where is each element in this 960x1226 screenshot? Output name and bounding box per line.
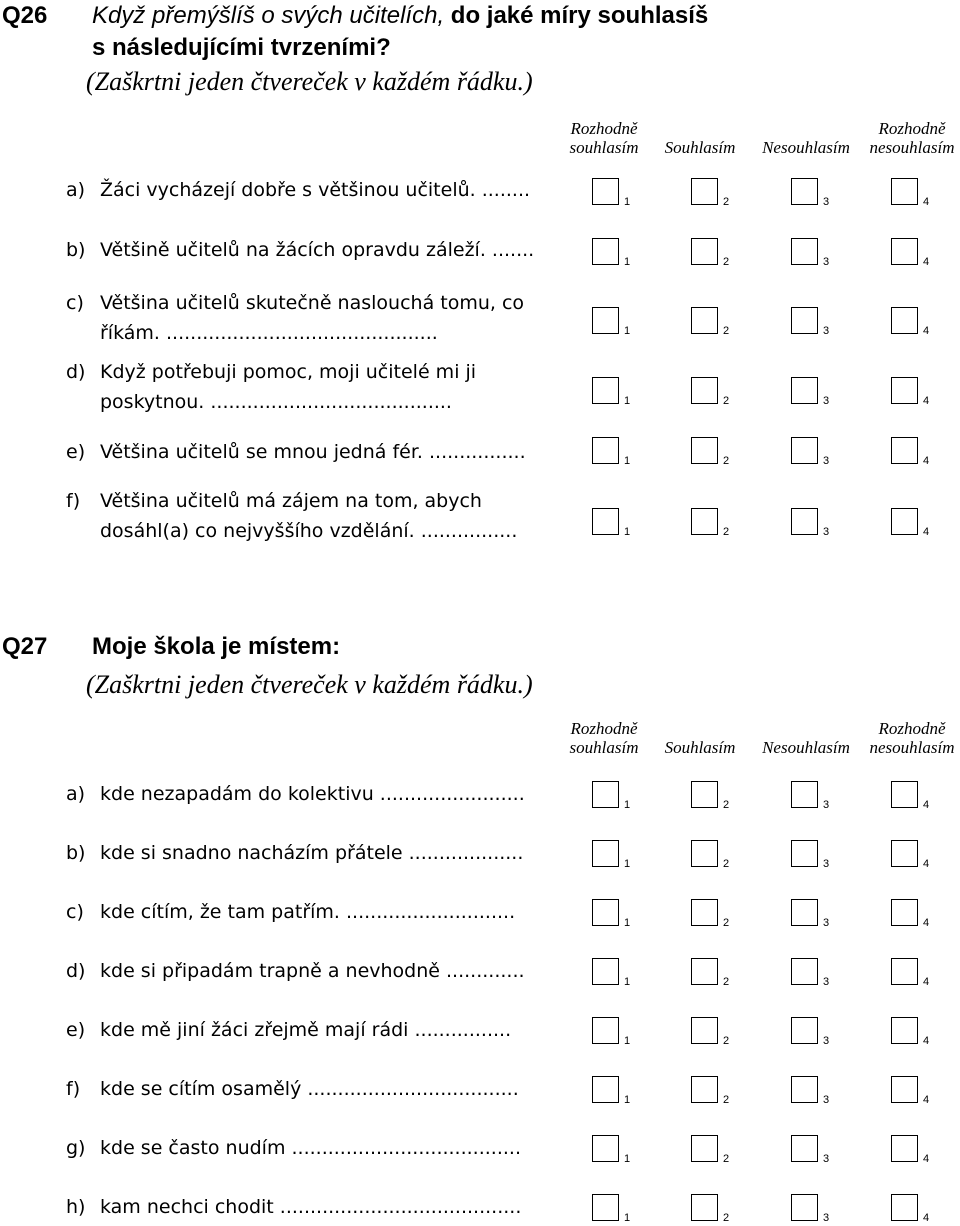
checkbox-q26-d-3[interactable] <box>791 377 818 404</box>
option-number-label: 2 <box>723 799 730 811</box>
option-number-label: 4 <box>923 917 930 929</box>
checkbox-q27-d-1[interactable] <box>592 958 619 985</box>
checkbox-q26-e-3[interactable] <box>791 437 818 464</box>
checkbox-q26-d-1[interactable] <box>592 377 619 404</box>
option-number-label: 1 <box>624 1094 631 1106</box>
statement-letter: d) <box>66 960 86 982</box>
column-header-line1: Rozhodně <box>570 119 638 138</box>
statement-text-line2: dosáhl(a) co nejvyššího vzdělání. ................ <box>100 520 518 542</box>
column-header-line2: souhlasím <box>569 738 639 757</box>
checkbox-q27-d-4[interactable] <box>891 958 918 985</box>
checkbox-q26-f-3[interactable] <box>791 508 818 535</box>
option-number-label: 2 <box>723 1094 730 1106</box>
checkbox-q26-c-4[interactable] <box>891 307 918 334</box>
option-number-label: 4 <box>923 1035 930 1047</box>
checkbox-q27-c-3[interactable] <box>791 899 818 926</box>
checkbox-q27-h-1[interactable] <box>592 1194 619 1221</box>
checkbox-q27-e-3[interactable] <box>791 1017 818 1044</box>
checkbox-q26-b-4[interactable] <box>891 238 918 265</box>
option-number-label: 3 <box>823 256 830 268</box>
option-number-label: 3 <box>823 325 830 337</box>
option-number-label: 1 <box>624 1153 631 1165</box>
option-number-label: 2 <box>723 526 730 538</box>
option-number-label: 3 <box>823 1035 830 1047</box>
statement-text: kde nezapadám do kolektivu ........................ <box>100 783 525 805</box>
statement-letter: g) <box>66 1137 86 1159</box>
question-number-q27: Q27 <box>2 633 48 660</box>
statement-letter: h) <box>66 1196 86 1218</box>
column-header-line2: Nesouhlasím <box>762 738 850 757</box>
checkbox-q26-b-2[interactable] <box>691 238 718 265</box>
checkbox-q27-b-1[interactable] <box>592 840 619 867</box>
option-number-label: 4 <box>923 1153 930 1165</box>
checkbox-q26-f-2[interactable] <box>691 508 718 535</box>
checkbox-q26-a-1[interactable] <box>592 178 619 205</box>
question-title-q26-intro: Když přemýšlíš o svých učitelích, <box>92 2 445 29</box>
statement-text: kam nechci chodit ........................................ <box>100 1196 522 1218</box>
option-number-label: 3 <box>823 1153 830 1165</box>
option-number-label: 3 <box>823 858 830 870</box>
checkbox-q26-b-1[interactable] <box>592 238 619 265</box>
checkbox-q27-g-1[interactable] <box>592 1135 619 1162</box>
checkbox-q27-f-2[interactable] <box>691 1076 718 1103</box>
checkbox-q27-d-3[interactable] <box>791 958 818 985</box>
statement-text-line1: Většina učitelů skutečně naslouchá tomu, co <box>100 292 525 314</box>
checkbox-q27-g-2[interactable] <box>691 1135 718 1162</box>
option-number-label: 2 <box>723 1212 730 1224</box>
option-number-label: 3 <box>823 917 830 929</box>
statement-text-line1: Když potřebuji pomoc, moji učitelé mi ji <box>100 361 477 383</box>
checkbox-q26-f-4[interactable] <box>891 508 918 535</box>
checkbox-q26-e-2[interactable] <box>691 437 718 464</box>
option-number-label: 4 <box>923 196 930 208</box>
option-number-label: 3 <box>823 976 830 988</box>
option-number-label: 1 <box>624 395 631 407</box>
checkbox-q26-a-2[interactable] <box>691 178 718 205</box>
checkbox-q27-d-2[interactable] <box>691 958 718 985</box>
option-number-label: 2 <box>723 917 730 929</box>
option-number-label: 2 <box>723 1153 730 1165</box>
option-number-label: 2 <box>723 1035 730 1047</box>
option-number-label: 3 <box>823 1212 830 1224</box>
column-header-line1: Rozhodně <box>570 719 638 738</box>
statement-text: kde si připadám trapně a nevhodně ............. <box>100 960 525 982</box>
statement-text: kde se často nudím ...................................... <box>100 1137 521 1159</box>
checkbox-q27-h-2[interactable] <box>691 1194 718 1221</box>
option-number-label: 4 <box>923 858 930 870</box>
option-number-label: 1 <box>624 455 631 467</box>
question-title-q27-text: Moje škola je místem: <box>92 633 341 660</box>
checkbox-q27-h-3[interactable] <box>791 1194 818 1221</box>
option-number-label: 4 <box>923 1212 930 1224</box>
checkbox-q26-c-2[interactable] <box>691 307 718 334</box>
checkbox-q27-a-3[interactable] <box>791 781 818 808</box>
option-number-label: 2 <box>723 395 730 407</box>
option-number-label: 3 <box>823 1094 830 1106</box>
statement-text: Většině učitelů na žácích opravdu záleží. ....... <box>100 239 535 261</box>
option-number-label: 2 <box>723 455 730 467</box>
column-header-line1: Rozhodně <box>878 719 946 738</box>
statement-text-line1: Většina učitelů má zájem na tom, abych <box>100 490 482 512</box>
checkbox-q26-a-3[interactable] <box>791 178 818 205</box>
option-number-label: 1 <box>624 1035 631 1047</box>
option-number-label: 1 <box>624 1212 631 1224</box>
option-number-label: 1 <box>624 256 631 268</box>
option-number-label: 1 <box>624 917 631 929</box>
option-number-label: 1 <box>624 196 631 208</box>
checkbox-q26-e-1[interactable] <box>592 437 619 464</box>
checkbox-q27-g-4[interactable] <box>891 1135 918 1162</box>
statement-text: kde cítím, že tam patřím. ............................ <box>100 901 516 923</box>
checkbox-q27-a-4[interactable] <box>891 781 918 808</box>
checkbox-q27-e-4[interactable] <box>891 1017 918 1044</box>
statement-letter: a) <box>66 783 86 805</box>
option-number-label: 2 <box>723 858 730 870</box>
option-number-label: 1 <box>624 976 631 988</box>
checkbox-q26-a-4[interactable] <box>891 178 918 205</box>
option-number-label: 1 <box>624 526 631 538</box>
checkbox-q27-e-1[interactable] <box>592 1017 619 1044</box>
statement-text: Žáci vycházejí dobře s většinou učitelů. ........ <box>100 179 531 201</box>
instruction-q26: (Zaškrtni jeden čtvereček v každém řádku.) <box>86 67 533 96</box>
column-header-line2: Nesouhlasím <box>762 138 850 157</box>
option-number-label: 1 <box>624 858 631 870</box>
column-header-line2: souhlasím <box>569 138 639 157</box>
column-header-line2: Souhlasím <box>664 738 736 757</box>
statement-text: Většina učitelů se mnou jedná fér. ................ <box>100 441 526 463</box>
statement-letter: c) <box>66 292 84 314</box>
option-number-label: 4 <box>923 976 930 988</box>
statement-letter: e) <box>66 441 86 463</box>
checkbox-q27-c-2[interactable] <box>691 899 718 926</box>
statement-letter: b) <box>66 239 86 261</box>
question-title-q26-bold-1: do jaké míry souhlasíš <box>450 2 709 29</box>
statement-text: kde si snadno nacházím přátele ................... <box>100 842 524 864</box>
option-number-label: 3 <box>823 799 830 811</box>
option-number-label: 3 <box>823 455 830 467</box>
option-number-label: 4 <box>923 799 930 811</box>
column-header-line2: nesouhlasím <box>869 138 955 157</box>
checkbox-q27-e-2[interactable] <box>691 1017 718 1044</box>
option-number-label: 4 <box>923 526 930 538</box>
checkbox-q26-f-1[interactable] <box>592 508 619 535</box>
option-number-label: 2 <box>723 256 730 268</box>
checkbox-q27-b-4[interactable] <box>891 840 918 867</box>
statement-letter: c) <box>66 901 84 923</box>
checkbox-q26-c-3[interactable] <box>791 307 818 334</box>
option-number-label: 2 <box>723 976 730 988</box>
statement-letter: e) <box>66 1019 86 1041</box>
option-number-label: 4 <box>923 256 930 268</box>
column-header-line2: nesouhlasím <box>869 738 955 757</box>
option-number-label: 4 <box>923 395 930 407</box>
statement-text-line2: poskytnou. ........................................ <box>100 391 452 413</box>
statement-letter: f) <box>66 490 81 512</box>
option-number-label: 3 <box>823 526 830 538</box>
checkbox-q26-e-4[interactable] <box>891 437 918 464</box>
checkbox-q27-g-3[interactable] <box>791 1135 818 1162</box>
option-number-label: 1 <box>624 799 631 811</box>
checkbox-q27-f-3[interactable] <box>791 1076 818 1103</box>
question-number-q26: Q26 <box>2 2 48 29</box>
statement-text-line2: říkám. ............................................. <box>100 322 438 344</box>
checkbox-q27-f-1[interactable] <box>592 1076 619 1103</box>
checkbox-q27-h-4[interactable] <box>891 1194 918 1221</box>
statement-letter: d) <box>66 361 86 383</box>
option-number-label: 2 <box>723 196 730 208</box>
column-header-line1: Rozhodně <box>878 119 946 138</box>
statement-letter: b) <box>66 842 86 864</box>
column-header-line2: Souhlasím <box>664 138 736 157</box>
option-number-label: 4 <box>923 455 930 467</box>
checkbox-q27-b-3[interactable] <box>791 840 818 867</box>
option-number-label: 1 <box>624 325 631 337</box>
statement-letter: f) <box>66 1078 81 1100</box>
checkbox-q27-c-4[interactable] <box>891 899 918 926</box>
checkbox-q26-b-3[interactable] <box>791 238 818 265</box>
option-number-label: 3 <box>823 395 830 407</box>
checkbox-q27-b-2[interactable] <box>691 840 718 867</box>
checkbox-q26-c-1[interactable] <box>592 307 619 334</box>
option-number-label: 3 <box>823 196 830 208</box>
option-number-label: 4 <box>923 1094 930 1106</box>
statement-text: kde se cítím osamělý ................................... <box>100 1078 519 1100</box>
option-number-label: 2 <box>723 325 730 337</box>
statement-letter: a) <box>66 179 86 201</box>
question-title-q26-bold-2: s následujícími tvrzeními? <box>92 34 391 61</box>
checkbox-q27-c-1[interactable] <box>592 899 619 926</box>
checkbox-q27-a-2[interactable] <box>691 781 718 808</box>
option-number-label: 4 <box>923 325 930 337</box>
checkbox-q26-d-4[interactable] <box>891 377 918 404</box>
checkbox-q27-a-1[interactable] <box>592 781 619 808</box>
checkbox-q27-f-4[interactable] <box>891 1076 918 1103</box>
statement-text: kde mě jiní žáci zřejmě mají rádi ................ <box>100 1019 512 1041</box>
checkbox-q26-d-2[interactable] <box>691 377 718 404</box>
instruction-q27: (Zaškrtni jeden čtvereček v každém řádku.) <box>86 670 533 699</box>
